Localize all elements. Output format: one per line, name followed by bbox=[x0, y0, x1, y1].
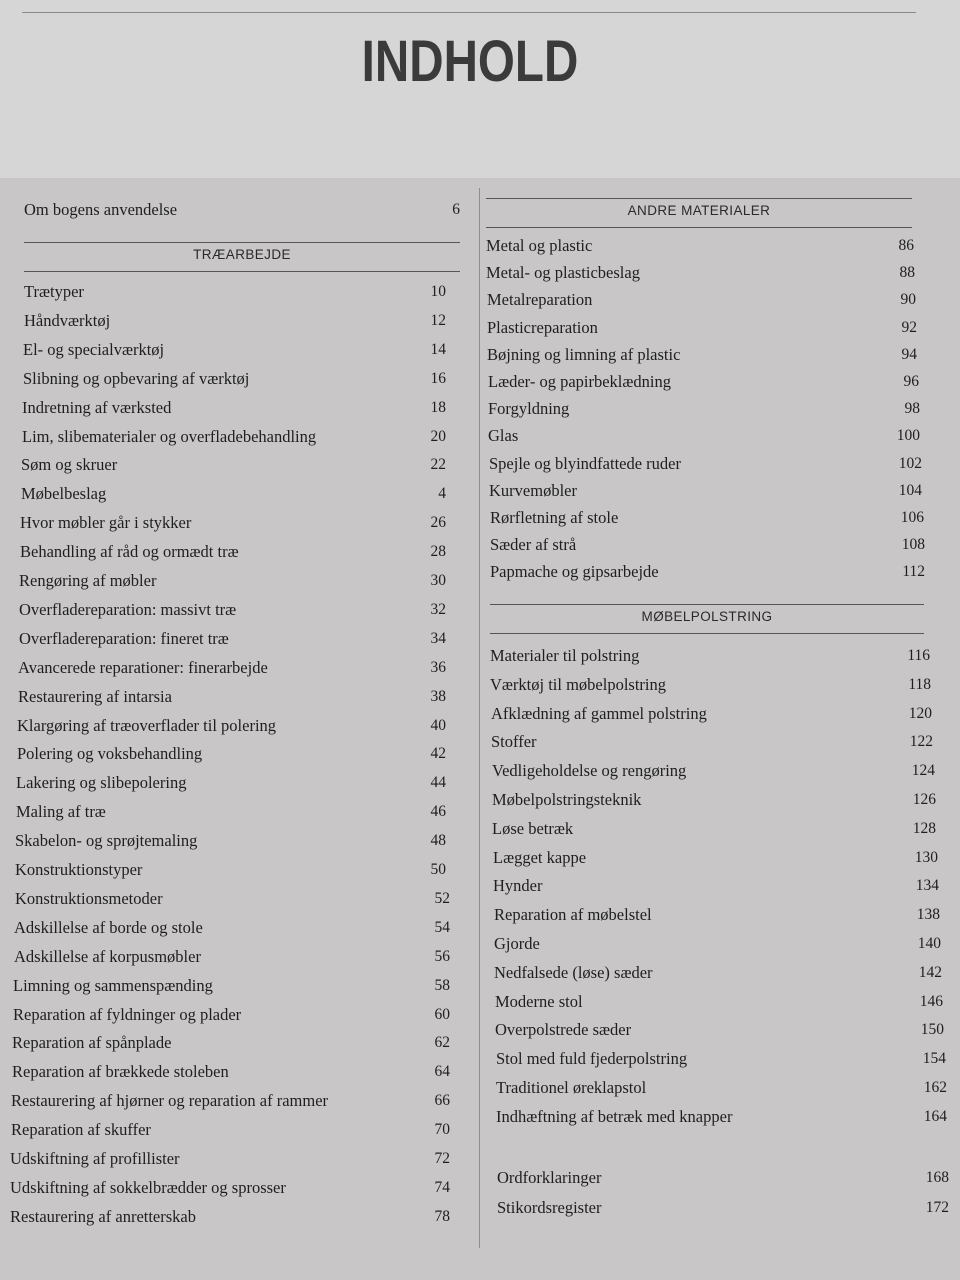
entry-page: 36 bbox=[430, 658, 446, 676]
toc-entry[interactable] bbox=[494, 932, 941, 956]
top-rule bbox=[22, 12, 916, 13]
entry-page: 164 bbox=[923, 1107, 947, 1125]
toc-entry[interactable] bbox=[19, 598, 446, 622]
entry-page: 60 bbox=[434, 1005, 450, 1023]
toc-entry[interactable] bbox=[20, 540, 446, 564]
entry-title: Metal- og plasticbeslag bbox=[486, 263, 640, 283]
toc-entry[interactable] bbox=[22, 425, 446, 449]
section-rule bbox=[24, 242, 460, 243]
entry-title: Møbelpolstringsteknik bbox=[492, 790, 642, 809]
toc-entry[interactable] bbox=[489, 479, 922, 503]
entry-title: Restaurering af hjørner og reparation af rammer bbox=[11, 1091, 329, 1111]
entry-page: 16 bbox=[430, 369, 446, 387]
entry-page: 22 bbox=[430, 456, 446, 474]
entry-page: 102 bbox=[898, 454, 922, 472]
toc-entry[interactable] bbox=[494, 903, 940, 927]
entry-page: 48 bbox=[430, 832, 446, 850]
entry-title: Glas bbox=[488, 426, 519, 446]
toc-entry[interactable] bbox=[13, 974, 450, 998]
entry-page: 54 bbox=[434, 918, 450, 936]
entry-title: Adskillelse af korpusmøbler bbox=[14, 946, 201, 966]
entry-title: Overfladereparation: massivt træ bbox=[19, 599, 237, 619]
entry-title: Nedfalsede (løse) sæder bbox=[494, 962, 653, 982]
toc-entry[interactable] bbox=[488, 370, 919, 394]
entry-page: 56 bbox=[434, 947, 450, 965]
section-rule bbox=[490, 604, 924, 605]
toc-entry[interactable] bbox=[18, 685, 446, 709]
toc-entry[interactable] bbox=[491, 730, 933, 754]
toc-entry[interactable] bbox=[21, 482, 446, 506]
toc-entry[interactable] bbox=[486, 261, 915, 285]
entry-page: 12 bbox=[430, 311, 446, 329]
entry-page: 18 bbox=[430, 398, 446, 416]
column-divider bbox=[479, 188, 480, 1248]
section-heading-traearbejde bbox=[24, 242, 460, 268]
toc-entry[interactable] bbox=[11, 1089, 450, 1113]
toc-entry[interactable] bbox=[15, 858, 446, 882]
entry-page: 88 bbox=[899, 264, 915, 282]
entry-title: Reparation af spånplade bbox=[12, 1033, 172, 1053]
entry-page: 44 bbox=[430, 774, 446, 792]
entry-title: Metal og plastic bbox=[486, 236, 593, 255]
entry-page: 98 bbox=[904, 400, 920, 418]
section-rule bbox=[24, 271, 460, 272]
left-column bbox=[0, 178, 478, 1280]
entry-title: Håndværktøj bbox=[24, 310, 111, 330]
entry-page: 90 bbox=[900, 291, 916, 309]
page-title: INDHOLD bbox=[361, 29, 579, 94]
entry-title: Reparation af skuffer bbox=[11, 1120, 151, 1140]
section-title: TRÆARBEJDE bbox=[193, 247, 291, 262]
entry-page: 140 bbox=[917, 935, 941, 952]
toc-entry[interactable] bbox=[492, 788, 936, 812]
toc-entry[interactable] bbox=[492, 759, 935, 783]
entry-title: Søm og skruer bbox=[21, 455, 118, 475]
entry-page: 116 bbox=[907, 647, 930, 664]
entry-title: Lim, slibematerialer og overfladebehandling bbox=[22, 426, 317, 446]
toc-entry[interactable] bbox=[19, 627, 446, 651]
entry-title: Moderne stol bbox=[495, 991, 583, 1011]
entry-title: Skabelon- og sprøjtemaling bbox=[15, 831, 198, 851]
toc-entry[interactable] bbox=[490, 506, 924, 530]
entry-page: 32 bbox=[430, 600, 446, 618]
entry-title: Reparation af brækkede stoleben bbox=[12, 1062, 229, 1082]
toc-entry[interactable] bbox=[15, 887, 450, 911]
entry-page: 134 bbox=[915, 877, 939, 895]
toc-entry[interactable] bbox=[16, 771, 446, 795]
entry-title: Konstruktionstyper bbox=[15, 860, 143, 879]
entry-page: 112 bbox=[902, 563, 925, 581]
toc-entry[interactable] bbox=[487, 316, 917, 340]
entry-page: 14 bbox=[430, 340, 446, 358]
entry-page: 130 bbox=[914, 848, 938, 866]
entry-page: 92 bbox=[901, 318, 917, 336]
entry-page: 172 bbox=[925, 1199, 949, 1216]
entry-page: 86 bbox=[898, 237, 914, 254]
toc-entry[interactable] bbox=[491, 702, 932, 726]
entry-page: 62 bbox=[434, 1034, 450, 1052]
entry-title: Udskiftning af sokkelbrædder og sprosser bbox=[10, 1177, 286, 1197]
toc-entry[interactable] bbox=[17, 714, 446, 738]
toc-entry[interactable] bbox=[19, 569, 446, 593]
entry-page: 162 bbox=[923, 1079, 947, 1096]
entry-title: Udskiftning af profillister bbox=[10, 1149, 180, 1168]
toc-entry[interactable] bbox=[11, 1118, 450, 1142]
toc-entry[interactable] bbox=[493, 846, 938, 870]
entry-title: Om bogens anvendelse bbox=[24, 200, 178, 219]
toc-entry[interactable] bbox=[24, 280, 446, 304]
entry-page: 106 bbox=[900, 509, 924, 526]
entry-title: Overpolstrede sæder bbox=[495, 1020, 632, 1040]
toc-entry[interactable] bbox=[490, 644, 930, 668]
entry-title: Overfladereparation: fineret træ bbox=[19, 628, 229, 648]
entry-page: 4 bbox=[438, 485, 446, 503]
entry-page: 50 bbox=[430, 861, 446, 878]
toc-entry[interactable] bbox=[496, 1105, 947, 1129]
toc-entry[interactable] bbox=[14, 945, 450, 969]
right-column bbox=[484, 178, 960, 1280]
toc-entry[interactable] bbox=[490, 673, 931, 697]
entry-page: 108 bbox=[901, 536, 925, 554]
toc-entry[interactable] bbox=[24, 309, 446, 333]
toc-entry[interactable] bbox=[12, 1031, 450, 1055]
toc-entry[interactable] bbox=[489, 452, 922, 476]
toc-entry[interactable] bbox=[488, 424, 920, 448]
toc-entry[interactable] bbox=[487, 343, 917, 367]
entry-page: 128 bbox=[912, 819, 936, 837]
entry-title: Reparation af fyldninger og plader bbox=[13, 1004, 242, 1024]
entry-title: Sæder af strå bbox=[490, 535, 577, 555]
entry-page: 168 bbox=[925, 1169, 949, 1186]
toc-entry[interactable] bbox=[22, 396, 446, 420]
entry-page: 66 bbox=[434, 1092, 450, 1110]
entry-title: Papmache og gipsarbejde bbox=[490, 562, 659, 582]
toc-entry[interactable] bbox=[21, 453, 446, 477]
entry-page: 120 bbox=[908, 704, 932, 722]
section-rule bbox=[490, 633, 924, 634]
toc-entry[interactable] bbox=[486, 234, 914, 258]
toc-entry[interactable] bbox=[20, 511, 446, 535]
entry-title: Rørfletning af stole bbox=[490, 508, 619, 527]
entry-title: Polering og voksbehandling bbox=[17, 744, 203, 764]
entry-title: Bøjning og limning af plastic bbox=[487, 344, 681, 364]
entry-title: Værktøj til møbelpolstring bbox=[490, 674, 666, 694]
entry-title: Læder- og papirbeklædning bbox=[488, 372, 671, 391]
entry-title: Metalreparation bbox=[487, 290, 593, 310]
section-rule bbox=[486, 227, 912, 228]
entry-title: Hynder bbox=[493, 876, 543, 896]
entry-page: 20 bbox=[430, 427, 446, 445]
entry-title: Materialer til polstring bbox=[490, 646, 640, 665]
entry-page: 74 bbox=[434, 1178, 450, 1196]
entry-title: Indhæftning af betræk med knapper bbox=[496, 1106, 733, 1126]
entry-title: Ordforklaringer bbox=[497, 1168, 602, 1187]
entry-title: Afklædning af gammel polstring bbox=[491, 703, 707, 723]
toc-entry[interactable] bbox=[14, 916, 450, 940]
entry-title: Konstruktionsmetoder bbox=[15, 888, 163, 908]
toc-entry[interactable] bbox=[23, 338, 446, 362]
section-title: ANDRE MATERIALER bbox=[627, 203, 771, 218]
section-heading-andre-materialer bbox=[486, 198, 912, 224]
entry-page: 78 bbox=[434, 1207, 450, 1225]
entry-page: 40 bbox=[430, 716, 446, 734]
entry-title: Lægget kappe bbox=[493, 847, 587, 867]
toc-entry[interactable] bbox=[490, 533, 925, 557]
entry-page: 96 bbox=[903, 373, 919, 390]
entry-title: Plasticreparation bbox=[487, 317, 598, 337]
entry-page: 146 bbox=[919, 992, 943, 1010]
toc-entry[interactable] bbox=[494, 961, 942, 985]
section-heading-mobelpolstring bbox=[490, 604, 924, 630]
toc-entry[interactable] bbox=[496, 1047, 946, 1071]
section-title: MØBELPOLSTRING bbox=[641, 609, 773, 624]
entry-page: 64 bbox=[434, 1063, 450, 1081]
toc-entry[interactable] bbox=[488, 397, 920, 421]
toc-entry[interactable] bbox=[495, 1018, 944, 1042]
toc-entry[interactable] bbox=[16, 800, 446, 824]
entry-title: Avancerede reparationer: finerarbejde bbox=[18, 657, 268, 677]
entry-title: Restaurering af anretterskab bbox=[10, 1206, 196, 1226]
entry-page: 26 bbox=[430, 514, 446, 532]
entry-title: Traditionel øreklapstol bbox=[496, 1078, 647, 1097]
entry-page: 72 bbox=[434, 1150, 450, 1167]
entry-page: 58 bbox=[434, 976, 450, 994]
toc-entry[interactable] bbox=[10, 1176, 450, 1200]
toc-entry[interactable] bbox=[18, 656, 446, 680]
entry-title: Behandling af råd og ormædt træ bbox=[20, 542, 239, 562]
entry-title: Gjorde bbox=[494, 934, 540, 953]
toc-entry[interactable] bbox=[487, 288, 916, 312]
entry-title: Spejle og blyindfattede ruder bbox=[489, 453, 681, 473]
entry-page: 52 bbox=[434, 889, 450, 907]
entry-title: Klargøring af træoverflader til polering bbox=[17, 715, 277, 735]
toc-entry[interactable] bbox=[23, 367, 446, 391]
entry-title: Løse betræk bbox=[492, 818, 574, 838]
toc-entry[interactable] bbox=[492, 817, 936, 841]
toc-entry[interactable] bbox=[497, 1166, 949, 1190]
entry-page: 10 bbox=[430, 283, 446, 300]
entry-page: 6 bbox=[452, 201, 460, 218]
entry-title: Møbelbeslag bbox=[21, 484, 107, 504]
entry-page: 94 bbox=[901, 345, 917, 363]
entry-page: 124 bbox=[911, 762, 935, 780]
entry-title: Stol med fuld fjederpolstring bbox=[496, 1049, 688, 1069]
entry-title: Trætyper bbox=[24, 282, 84, 301]
entry-page: 70 bbox=[434, 1121, 450, 1139]
toc-entry[interactable] bbox=[493, 874, 939, 898]
toc-entry[interactable] bbox=[12, 1060, 450, 1084]
entry-title: Hvor møbler går i stykker bbox=[20, 513, 192, 533]
entry-page: 30 bbox=[430, 572, 446, 589]
entry-title: Limning og sammenspænding bbox=[13, 975, 213, 995]
toc-entry[interactable] bbox=[496, 1076, 947, 1100]
entry-page: 100 bbox=[896, 427, 920, 445]
entry-page: 38 bbox=[430, 687, 446, 705]
entry-page: 42 bbox=[430, 745, 446, 763]
entry-title: Vedligeholdelse og rengøring bbox=[492, 761, 687, 781]
contents-sheet bbox=[0, 178, 960, 1280]
entry-page: 142 bbox=[918, 963, 942, 981]
entry-page: 154 bbox=[922, 1050, 946, 1068]
entry-page: 28 bbox=[430, 543, 446, 561]
entry-page: 118 bbox=[908, 675, 931, 693]
entry-title: Lakering og slibepolering bbox=[16, 773, 187, 793]
section-rule bbox=[486, 198, 912, 199]
entry-page: 126 bbox=[912, 791, 936, 808]
entry-title: Restaurering af intarsia bbox=[18, 686, 172, 706]
entry-title: Adskillelse af borde og stole bbox=[14, 917, 203, 937]
entry-title: Stikordsregister bbox=[497, 1198, 602, 1217]
entry-title: Rengøring af møbler bbox=[19, 571, 157, 590]
entry-title: Kurvemøbler bbox=[489, 480, 577, 500]
entry-title: El- og specialværktøj bbox=[23, 339, 165, 359]
entry-page: 122 bbox=[909, 733, 933, 751]
entry-title: Reparation af møbelstel bbox=[494, 905, 652, 925]
toc-entry[interactable] bbox=[497, 1196, 949, 1220]
entry-page: 46 bbox=[430, 803, 446, 821]
toc-entry[interactable] bbox=[13, 1003, 450, 1027]
entry-page: 104 bbox=[898, 481, 922, 499]
entry-page: 34 bbox=[430, 629, 446, 647]
toc-entry[interactable] bbox=[17, 742, 446, 766]
entry-title: Slibning og opbevaring af værktøj bbox=[23, 368, 250, 388]
entry-title: Forgyldning bbox=[488, 399, 570, 419]
toc-entry[interactable] bbox=[15, 829, 446, 853]
toc-entry[interactable] bbox=[10, 1147, 450, 1171]
entry-page: 138 bbox=[916, 906, 940, 924]
toc-entry[interactable] bbox=[495, 990, 943, 1014]
entry-title: Indretning af værksted bbox=[22, 397, 172, 417]
toc-entry-intro[interactable] bbox=[24, 198, 460, 222]
entry-title: Stoffer bbox=[491, 732, 537, 752]
entry-title: Maling af træ bbox=[16, 802, 106, 822]
entry-page: 150 bbox=[920, 1021, 944, 1039]
toc-entry[interactable] bbox=[490, 560, 925, 584]
toc-entry[interactable] bbox=[10, 1205, 450, 1229]
